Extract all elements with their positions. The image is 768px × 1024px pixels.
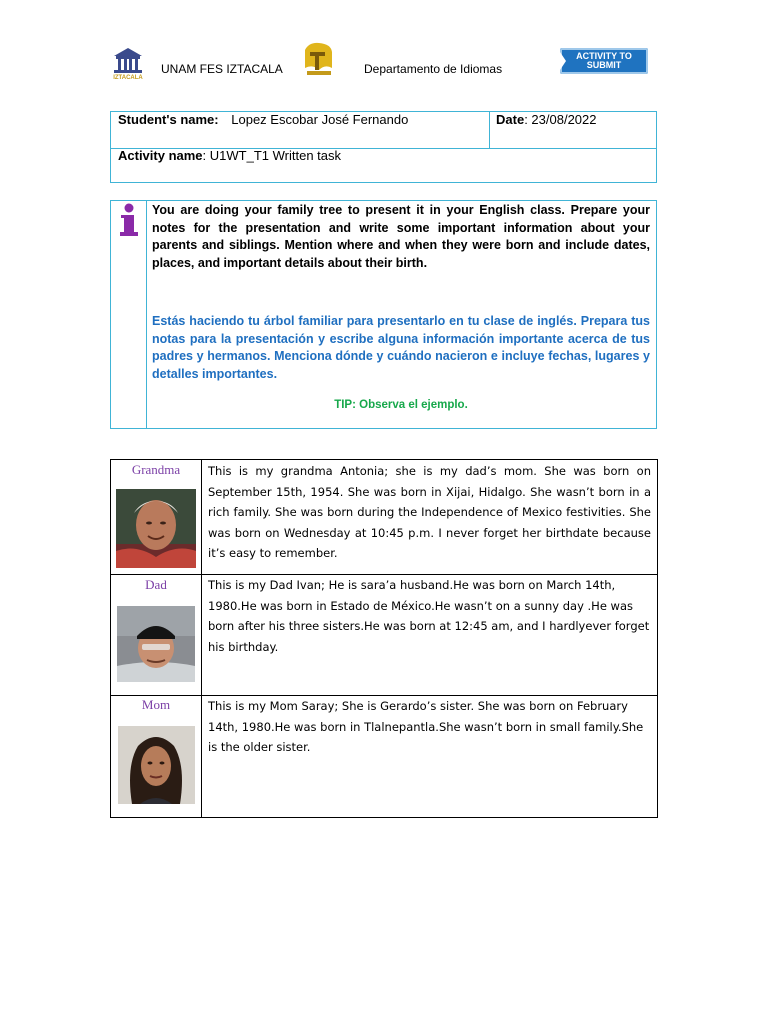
instructions-spanish: Estás haciendo tu árbol familiar para presentarlo en tu clase de inglés. Prepara tus notas para la presentación y escribe alguna información importante acerca de tus padres y hermanos. Menciona dónde y cuándo nacieron e incluye fechas, lugares y detalles importantes. — [152, 314, 650, 381]
info-divider — [489, 112, 490, 148]
grandma-photo — [116, 489, 196, 568]
badge-arrow-icon — [560, 52, 566, 70]
student-info-table — [110, 111, 657, 183]
dad-photo — [117, 606, 195, 682]
family-table — [110, 459, 658, 818]
date-value: 23/08/2022 — [531, 112, 597, 127]
instructions-english: You are doing your family tree to present it in your English class. Prepare your notes for the presentation and write some important information about your parents and siblings. Mention where and when they were born and include dates, places, and important details about their birth. — [152, 203, 650, 270]
family-role-dad: Dad — [145, 577, 167, 592]
instructions-divider — [146, 201, 147, 428]
family-description-grandma: This is my grandma Antonia; she is my dad’s mom. She was born on September 15th, 1954. She was born in Xijai, Hidalgo. She wasn’t born in a rich family. She was born during the Independence of Mexico festivities. She was born on Wednesday at 10:45 p.m. I never forget her birthdate because it’s easy to remember. — [208, 464, 651, 560]
date-label: Date — [496, 112, 525, 127]
family-description-dad: This is my Dad Ivan; He is sara’a husband.He was born on March 14th, 1980.He was born in Estado de México.He wasn’t on a sunny day .He was born after his three sisters.He was born at 12:45 am, and I hardlyever forget his birthday. — [208, 578, 650, 654]
family-role-mom: Mom — [141, 697, 171, 712]
activity-name-value: U1WT_T1 Written task — [209, 148, 342, 163]
family-description-mom: This is my Mom Saray; She is Gerardo’s sister. She was born on February 14th, 1980.He was born in Tlalnepantla.She wasn’t born in small family.She is the older sister. — [208, 699, 644, 754]
info-icon — [117, 203, 141, 237]
svg-text:IZTACALA: IZTACALA — [113, 75, 143, 80]
org-name: UNAM FES IZTACALA — [161, 62, 283, 76]
mom-photo — [118, 726, 195, 804]
tip-text: TIP: Observa el ejemplo. — [334, 399, 468, 411]
page-header — [0, 40, 768, 90]
activity-name-label: Activity name — [118, 148, 203, 163]
fes-iztacala-emblem — [299, 40, 337, 80]
student-name-field: Student's name: Lopez Escobar José Fernando — [118, 112, 409, 127]
student-name-value: Lopez Escobar José Fernando — [231, 112, 409, 127]
instructions-box — [110, 200, 657, 429]
activity-name-field: Activity name: U1WT_T1 Written task — [118, 148, 342, 163]
family-role-grandma: Grandma — [131, 462, 181, 477]
university-building-logo — [108, 44, 148, 80]
activity-to-submit-badge: ACTIVITY TO SUBMIT — [560, 48, 648, 74]
family-column-divider — [201, 460, 202, 817]
date-field: Date: 23/08/2022 — [496, 112, 597, 127]
student-name-label: Student's name — [118, 112, 215, 127]
department-name: Departamento de Idiomas — [364, 62, 503, 76]
